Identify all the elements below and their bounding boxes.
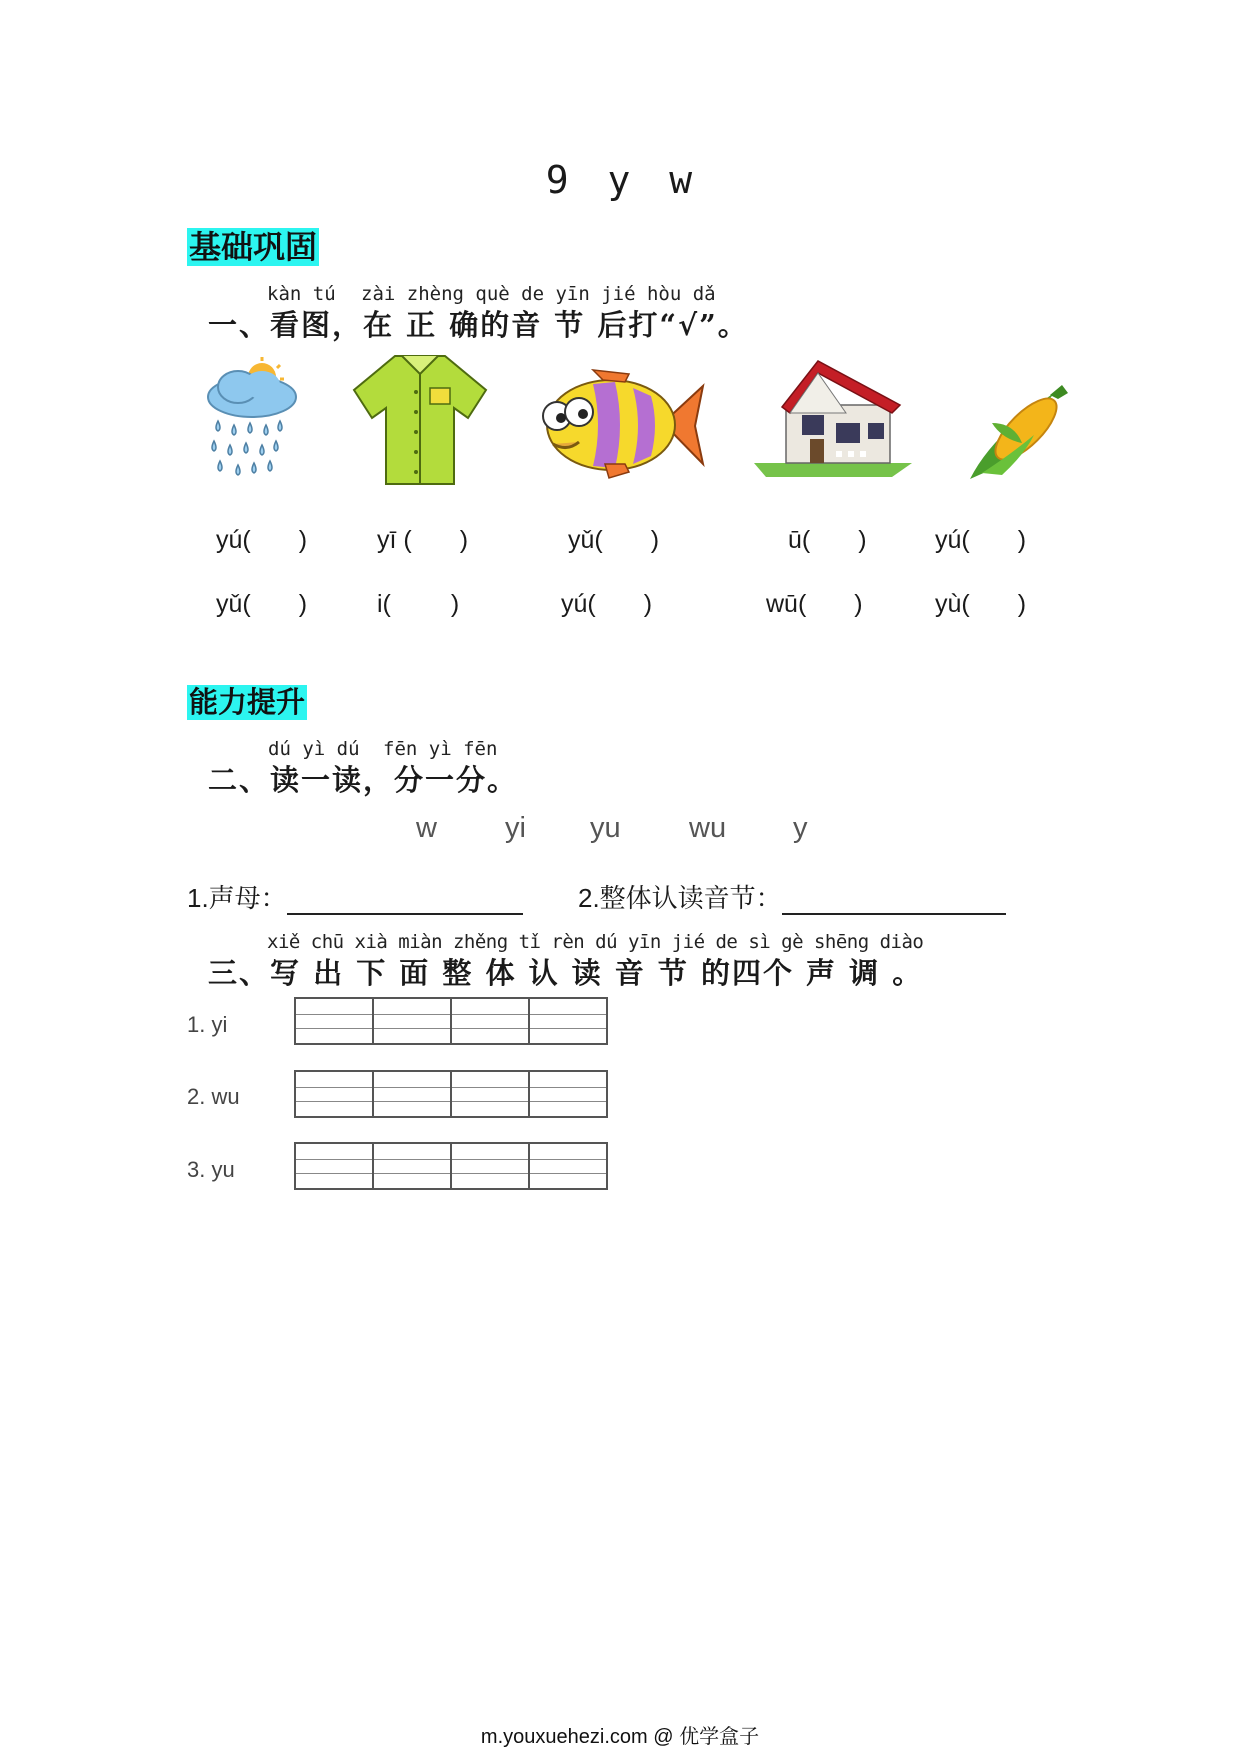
tone-grid-yi[interactable] bbox=[294, 997, 608, 1045]
option-text: yú( bbox=[935, 526, 970, 554]
paren-close: ) bbox=[298, 526, 308, 554]
grid-cell[interactable] bbox=[452, 1144, 530, 1188]
blank-whole-syllables-line[interactable] bbox=[782, 887, 1006, 915]
blank-initials-line[interactable] bbox=[287, 887, 523, 915]
grid-cell[interactable] bbox=[530, 1144, 606, 1188]
section-tag-basic: 基础巩固 bbox=[189, 228, 318, 266]
q1-pinyin-kantu: kàn tú bbox=[267, 283, 336, 305]
blank-whole-syllables bbox=[578, 878, 1006, 915]
paren-close: ) bbox=[1017, 526, 1027, 554]
option-u1-house[interactable] bbox=[788, 526, 867, 555]
house-image bbox=[752, 353, 912, 478]
paren-close: ) bbox=[643, 590, 653, 618]
q2-heading: 二、读一读，分一分。 bbox=[208, 763, 519, 797]
option-text: yú( bbox=[561, 590, 596, 618]
option-wu1-house[interactable] bbox=[766, 590, 863, 619]
q1-pinyin-rest: zài zhèng què de yīn jié hòu dǎ bbox=[361, 283, 716, 305]
grid-cell[interactable] bbox=[530, 1072, 606, 1116]
grid-cell[interactable] bbox=[374, 1072, 452, 1116]
footer-watermark: m.youxuehezi.com @ 优学盒子 bbox=[480, 1726, 760, 1748]
option-yi1-shirt[interactable] bbox=[377, 526, 468, 555]
option-yu2-fish[interactable] bbox=[561, 590, 652, 619]
section-tag-advanced: 能力提升 bbox=[189, 685, 306, 719]
paren-close: ) bbox=[459, 526, 469, 554]
option-yu3-fish[interactable] bbox=[568, 526, 659, 555]
syllable-item: yi bbox=[505, 812, 526, 844]
paren-close: ) bbox=[650, 526, 660, 554]
paren-close: ) bbox=[450, 590, 460, 618]
fish-image bbox=[533, 368, 705, 483]
grid-cell[interactable] bbox=[374, 999, 452, 1043]
grid-cell[interactable] bbox=[452, 1072, 530, 1116]
paren-close: ) bbox=[298, 590, 308, 618]
option-i-shirt[interactable] bbox=[377, 590, 459, 619]
tone-row-label-yi: 1. yi bbox=[187, 1012, 228, 1037]
option-text: yú( bbox=[216, 526, 251, 554]
blank-initials-label: 1.声母： bbox=[187, 883, 287, 913]
shirt-image bbox=[350, 352, 490, 487]
q1-heading: 一、看图，在 正 确的音 节 后打“√”。 bbox=[208, 308, 749, 342]
grid-cell[interactable] bbox=[452, 999, 530, 1043]
tone-row-label-wu: 2. wu bbox=[187, 1084, 240, 1109]
blank-whole-syllables-label: 2.整体认读音节： bbox=[578, 883, 782, 913]
option-text: yù( bbox=[935, 590, 970, 618]
grid-cell[interactable] bbox=[296, 1072, 374, 1116]
option-text: wū( bbox=[766, 590, 807, 618]
blank-initials bbox=[187, 878, 523, 915]
syllable-item: wu bbox=[689, 812, 727, 844]
q2-pinyin-duyidu: dú yì dú bbox=[268, 738, 360, 760]
option-text: yǔ( bbox=[216, 590, 251, 618]
option-yu2-corn[interactable] bbox=[935, 526, 1026, 555]
option-yu4-corn[interactable] bbox=[935, 590, 1026, 619]
paren-close: ) bbox=[858, 526, 867, 554]
grid-cell[interactable] bbox=[374, 1144, 452, 1188]
option-yu2-rain[interactable] bbox=[216, 526, 307, 555]
rain-cloud-image bbox=[200, 355, 305, 485]
q2-pinyin-fenyifen: fēn yì fēn bbox=[383, 738, 498, 760]
option-yu3-rain[interactable] bbox=[216, 590, 307, 619]
tone-grid-yu[interactable] bbox=[294, 1142, 608, 1190]
syllable-item: yu bbox=[590, 812, 621, 844]
option-text: i( bbox=[377, 590, 391, 618]
tone-row-label-yu: 3. yu bbox=[187, 1157, 235, 1182]
option-text: ū( bbox=[788, 526, 811, 554]
grid-cell[interactable] bbox=[296, 1144, 374, 1188]
option-text: yǔ( bbox=[568, 526, 603, 554]
corn-image bbox=[962, 383, 1072, 483]
syllable-item: w bbox=[416, 812, 437, 844]
grid-cell[interactable] bbox=[530, 999, 606, 1043]
paren-close: ) bbox=[854, 590, 863, 618]
grid-cell[interactable] bbox=[296, 999, 374, 1043]
syllable-item: y bbox=[793, 812, 808, 844]
tone-grid-wu[interactable] bbox=[294, 1070, 608, 1118]
option-text: yī ( bbox=[377, 526, 412, 554]
q3-pinyin: xiě chū xià miàn zhěng tǐ rèn dú yīn jié de sì gè shēng diào bbox=[267, 931, 924, 953]
paren-close: ) bbox=[1017, 590, 1027, 618]
q3-heading: 三、写 出 下 面 整 体 认 读 音 节 的四个 声 调 。 bbox=[208, 956, 924, 990]
page-title: 9 y w bbox=[545, 158, 695, 202]
